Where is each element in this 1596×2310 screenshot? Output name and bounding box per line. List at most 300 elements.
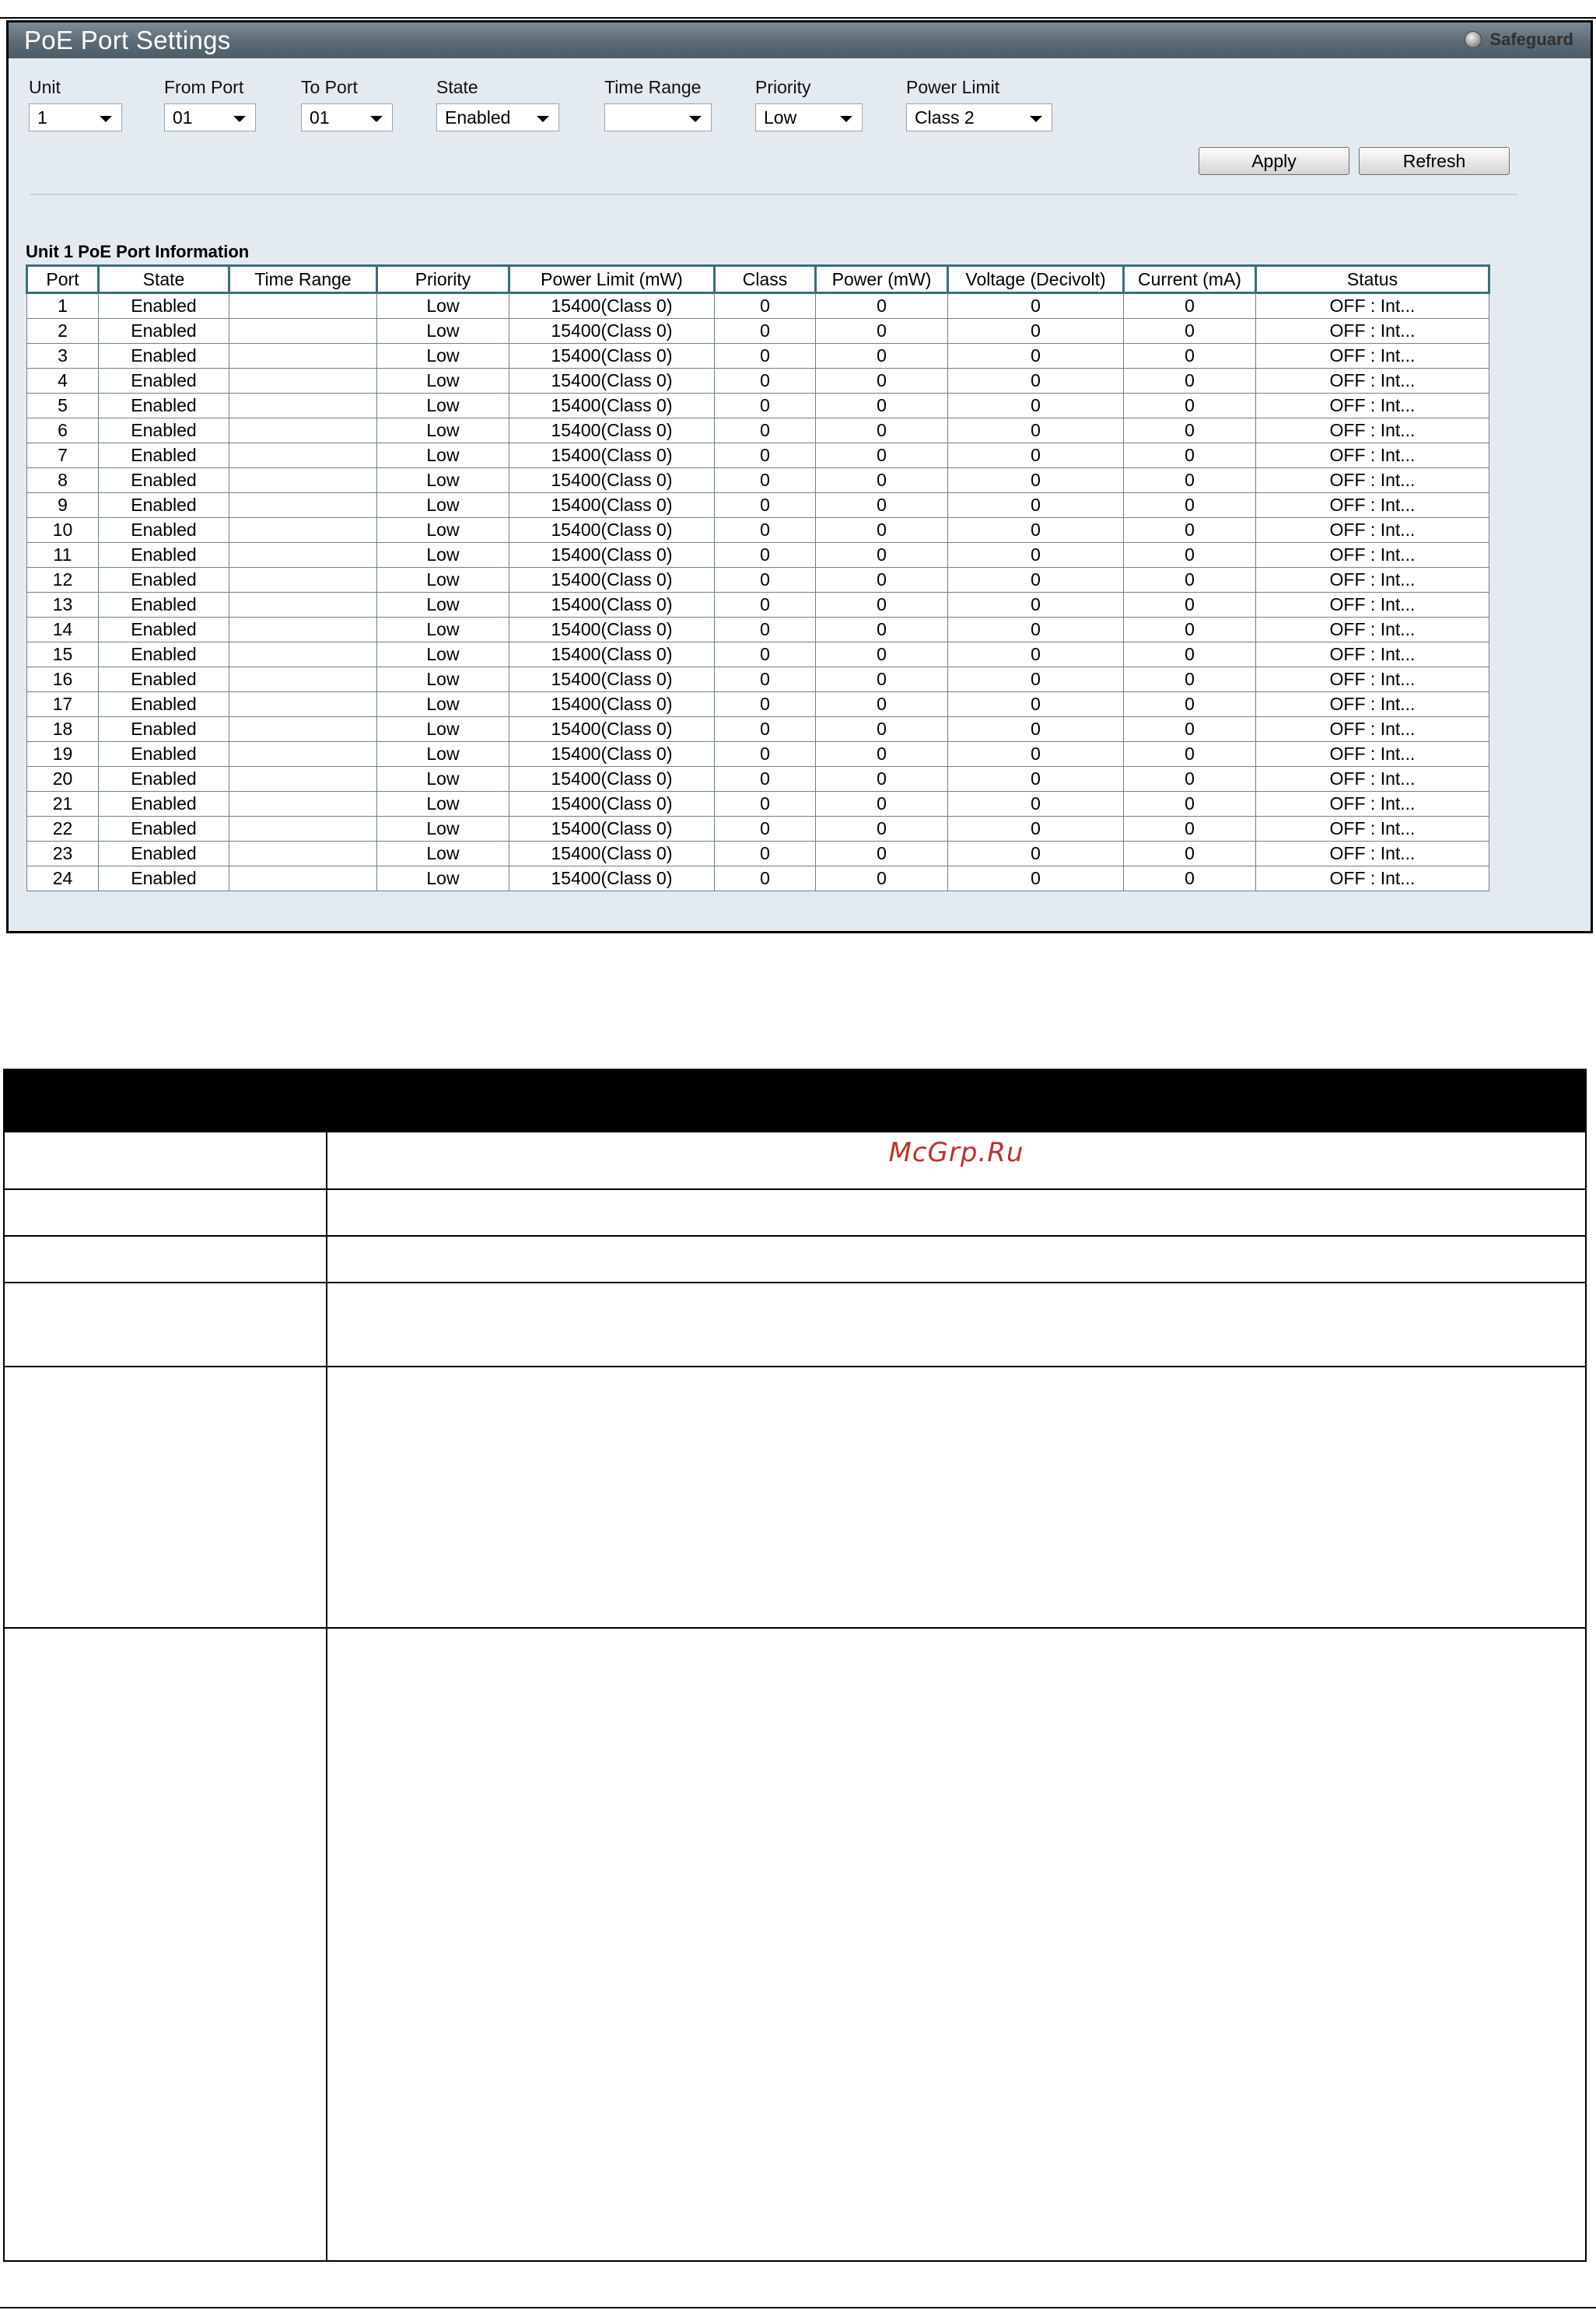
table-cell: 3 bbox=[27, 344, 99, 369]
table-cell: 0 bbox=[948, 319, 1124, 344]
table-cell: Low bbox=[377, 344, 509, 369]
table-cell: Low bbox=[377, 667, 509, 692]
table-cell: Enabled bbox=[99, 518, 229, 543]
table-cell: 0 bbox=[715, 717, 816, 742]
table-cell: 0 bbox=[816, 742, 948, 767]
table-header-row bbox=[27, 266, 1489, 293]
table-cell: 0 bbox=[948, 443, 1124, 468]
table-cell: 0 bbox=[715, 817, 816, 842]
table-row bbox=[27, 319, 1489, 344]
table-cell: 0 bbox=[816, 817, 948, 842]
table-cell: Enabled bbox=[99, 418, 229, 443]
table-cell bbox=[229, 618, 377, 642]
table-cell: 0 bbox=[1124, 642, 1256, 667]
table-cell: 11 bbox=[27, 543, 99, 568]
table-cell: 8 bbox=[27, 468, 99, 493]
table-cell: OFF : Int... bbox=[1256, 866, 1489, 891]
time-range-label: Time Range bbox=[604, 77, 702, 97]
table-body bbox=[27, 293, 1489, 891]
table-cell: 0 bbox=[816, 468, 948, 493]
column-header-voltage-decivolt: Voltage (Decivolt) bbox=[948, 266, 1124, 293]
table-cell: 0 bbox=[715, 344, 816, 369]
table-row bbox=[27, 767, 1489, 792]
table-cell: 0 bbox=[816, 866, 948, 891]
description-text bbox=[327, 1236, 1586, 1283]
table-cell: 15400(Class 0) bbox=[509, 369, 715, 394]
table-cell: 0 bbox=[715, 394, 816, 418]
description-table-header bbox=[3, 1069, 1587, 1131]
table-cell: 0 bbox=[1124, 817, 1256, 842]
table-cell bbox=[229, 593, 377, 618]
table-cell: OFF : Int... bbox=[1256, 518, 1489, 543]
table-row bbox=[27, 493, 1489, 518]
table-cell: 15400(Class 0) bbox=[509, 543, 715, 568]
port-info-title: Unit 1 PoE Port Information bbox=[26, 242, 250, 261]
table-cell: Enabled bbox=[99, 842, 229, 866]
table-cell: Low bbox=[377, 468, 509, 493]
from-port-select[interactable] bbox=[164, 103, 256, 131]
chevron-down-icon bbox=[233, 116, 246, 122]
table-cell: 15400(Class 0) bbox=[509, 593, 715, 618]
table-cell: 6 bbox=[27, 418, 99, 443]
from-port-field bbox=[164, 77, 256, 131]
table-cell: 15400(Class 0) bbox=[509, 394, 715, 418]
table-cell: 0 bbox=[816, 792, 948, 817]
table-cell: 0 bbox=[948, 792, 1124, 817]
column-header-port: Port bbox=[27, 266, 99, 293]
table-cell: OFF : Int... bbox=[1256, 767, 1489, 792]
table-row bbox=[27, 618, 1489, 642]
description-row bbox=[4, 1283, 1586, 1367]
table-cell: 0 bbox=[816, 543, 948, 568]
unit-label: Unit bbox=[29, 77, 61, 97]
table-cell: 0 bbox=[948, 568, 1124, 593]
table-row bbox=[27, 593, 1489, 618]
table-cell: 20 bbox=[27, 767, 99, 792]
table-cell: 15400(Class 0) bbox=[509, 767, 715, 792]
table-cell bbox=[229, 344, 377, 369]
table-cell: 0 bbox=[715, 792, 816, 817]
table-cell: 15400(Class 0) bbox=[509, 742, 715, 767]
table-cell: 15400(Class 0) bbox=[509, 866, 715, 891]
table-cell: Low bbox=[377, 443, 509, 468]
table-cell: 0 bbox=[816, 369, 948, 394]
table-cell: 15400(Class 0) bbox=[509, 618, 715, 642]
table-row bbox=[27, 418, 1489, 443]
priority-label: Priority bbox=[755, 77, 811, 97]
description-term bbox=[4, 1189, 327, 1236]
table-cell: 0 bbox=[948, 842, 1124, 866]
table-cell: 15400(Class 0) bbox=[509, 642, 715, 667]
table-cell: 0 bbox=[715, 842, 816, 866]
table-cell: 0 bbox=[1124, 493, 1256, 518]
table-cell bbox=[229, 443, 377, 468]
table-cell: OFF : Int... bbox=[1256, 817, 1489, 842]
table-cell: OFF : Int... bbox=[1256, 692, 1489, 717]
chevron-down-icon bbox=[537, 116, 549, 122]
table-cell: 0 bbox=[1124, 692, 1256, 717]
table-cell: Low bbox=[377, 767, 509, 792]
table-cell: 0 bbox=[816, 593, 948, 618]
table-cell: 0 bbox=[816, 418, 948, 443]
power-limit-field bbox=[906, 77, 1052, 131]
description-term bbox=[4, 1236, 327, 1283]
table-cell: 15 bbox=[27, 642, 99, 667]
poe-port-settings-panel bbox=[6, 20, 1593, 933]
table-cell: 2 bbox=[27, 319, 99, 344]
chevron-down-icon bbox=[1030, 116, 1042, 122]
table-cell: 0 bbox=[1124, 344, 1256, 369]
chevron-down-icon bbox=[370, 116, 383, 122]
table-cell: 0 bbox=[715, 369, 816, 394]
table-cell: 0 bbox=[1124, 618, 1256, 642]
table-cell: 0 bbox=[948, 742, 1124, 767]
table-cell: 0 bbox=[1124, 394, 1256, 418]
table-cell: OFF : Int... bbox=[1256, 618, 1489, 642]
table-cell: Enabled bbox=[99, 642, 229, 667]
table-cell: 0 bbox=[1124, 568, 1256, 593]
state-value: Enabled bbox=[445, 107, 511, 128]
table-row bbox=[27, 568, 1489, 593]
power-limit-select[interactable] bbox=[906, 103, 1052, 131]
table-cell: Enabled bbox=[99, 618, 229, 642]
table-cell: Enabled bbox=[99, 593, 229, 618]
table-cell: 0 bbox=[1124, 792, 1256, 817]
table-cell: OFF : Int... bbox=[1256, 344, 1489, 369]
priority-select[interactable] bbox=[755, 103, 863, 131]
table-cell: 15400(Class 0) bbox=[509, 418, 715, 443]
column-header-class: Class bbox=[715, 266, 816, 293]
table-cell: 0 bbox=[948, 866, 1124, 891]
table-cell: OFF : Int... bbox=[1256, 667, 1489, 692]
table-cell: 22 bbox=[27, 817, 99, 842]
table-cell: 0 bbox=[715, 568, 816, 593]
table-cell: OFF : Int... bbox=[1256, 493, 1489, 518]
description-text bbox=[327, 1189, 1586, 1236]
table-cell: 15400(Class 0) bbox=[509, 842, 715, 866]
table-cell: 0 bbox=[948, 717, 1124, 742]
table-cell: 0 bbox=[948, 618, 1124, 642]
table-cell: 1 bbox=[27, 293, 99, 319]
table-cell: 0 bbox=[715, 667, 816, 692]
table-cell: 24 bbox=[27, 866, 99, 891]
table-cell: 15400(Class 0) bbox=[509, 817, 715, 842]
chevron-down-icon bbox=[689, 116, 702, 122]
table-cell: 0 bbox=[816, 767, 948, 792]
table-cell: 0 bbox=[948, 394, 1124, 418]
time-range-field bbox=[604, 77, 712, 131]
table-row bbox=[27, 293, 1489, 319]
table-row bbox=[27, 543, 1489, 568]
table-cell: OFF : Int... bbox=[1256, 543, 1489, 568]
table-row bbox=[27, 817, 1489, 842]
table-cell bbox=[229, 717, 377, 742]
table-cell: 5 bbox=[27, 394, 99, 418]
table-cell: 18 bbox=[27, 717, 99, 742]
table-cell: 23 bbox=[27, 842, 99, 866]
to-port-value: 01 bbox=[310, 107, 330, 128]
description-row bbox=[4, 1189, 1586, 1236]
table-cell bbox=[229, 817, 377, 842]
description-row bbox=[4, 1367, 1586, 1628]
page-title: PoE Port Settings bbox=[24, 26, 231, 54]
table-cell: 0 bbox=[715, 593, 816, 618]
top-rule bbox=[0, 17, 1596, 19]
refresh-button[interactable]: Refresh bbox=[1359, 147, 1510, 175]
description-text bbox=[327, 1628, 1586, 2261]
table-cell: 0 bbox=[948, 369, 1124, 394]
state-field bbox=[436, 77, 559, 131]
table-cell: 0 bbox=[1124, 468, 1256, 493]
table-row bbox=[27, 866, 1489, 891]
table-cell: Enabled bbox=[99, 493, 229, 518]
table-cell: 7 bbox=[27, 443, 99, 468]
table-cell: 0 bbox=[715, 293, 816, 319]
table-cell: 0 bbox=[715, 468, 816, 493]
time-range-select[interactable] bbox=[604, 103, 712, 131]
table-cell bbox=[229, 394, 377, 418]
table-cell: OFF : Int... bbox=[1256, 642, 1489, 667]
table-cell: 0 bbox=[1124, 866, 1256, 891]
table-cell: OFF : Int... bbox=[1256, 842, 1489, 866]
to-port-label: To Port bbox=[301, 77, 358, 97]
table-cell: 0 bbox=[816, 842, 948, 866]
table-cell: 15400(Class 0) bbox=[509, 344, 715, 369]
table-cell: Enabled bbox=[99, 792, 229, 817]
description-text bbox=[327, 1132, 1586, 1189]
table-cell: OFF : Int... bbox=[1256, 742, 1489, 767]
table-cell: 0 bbox=[948, 667, 1124, 692]
port-info-table bbox=[26, 264, 1490, 891]
column-header-power-limit-mw: Power Limit (mW) bbox=[509, 266, 715, 293]
table-cell: 0 bbox=[816, 667, 948, 692]
table-cell: 15400(Class 0) bbox=[509, 319, 715, 344]
table-row bbox=[27, 842, 1489, 866]
table-cell: 0 bbox=[816, 568, 948, 593]
table-cell: 9 bbox=[27, 493, 99, 518]
table-cell: 0 bbox=[816, 692, 948, 717]
table-cell: 15400(Class 0) bbox=[509, 293, 715, 319]
table-cell: 0 bbox=[816, 443, 948, 468]
table-cell: 0 bbox=[715, 742, 816, 767]
power-limit-value: Class 2 bbox=[915, 107, 975, 128]
table-cell: Enabled bbox=[99, 767, 229, 792]
description-row bbox=[4, 1236, 1586, 1283]
table-cell: Low bbox=[377, 518, 509, 543]
table-cell: 10 bbox=[27, 518, 99, 543]
table-cell: 0 bbox=[1124, 418, 1256, 443]
table-row bbox=[27, 518, 1489, 543]
state-label: State bbox=[436, 77, 478, 97]
safeguard-label: Safeguard bbox=[1489, 30, 1573, 49]
table-cell: 0 bbox=[816, 642, 948, 667]
table-cell: 0 bbox=[948, 593, 1124, 618]
table-cell bbox=[229, 568, 377, 593]
table-row bbox=[27, 792, 1489, 817]
table-cell bbox=[229, 418, 377, 443]
priority-value: Low bbox=[764, 107, 797, 128]
table-cell bbox=[229, 293, 377, 319]
table-cell: Low bbox=[377, 293, 509, 319]
table-cell: Enabled bbox=[99, 319, 229, 344]
divider bbox=[30, 194, 1517, 195]
table-cell: 0 bbox=[948, 817, 1124, 842]
chevron-down-icon bbox=[840, 116, 852, 122]
table-cell: Low bbox=[377, 593, 509, 618]
table-cell: Enabled bbox=[99, 293, 229, 319]
table-row bbox=[27, 667, 1489, 692]
table-cell: 0 bbox=[1124, 518, 1256, 543]
table-cell: OFF : Int... bbox=[1256, 293, 1489, 319]
table-row bbox=[27, 344, 1489, 369]
table-cell: 0 bbox=[715, 443, 816, 468]
chevron-down-icon bbox=[100, 116, 112, 122]
safeguard-icon bbox=[1465, 31, 1482, 48]
table-cell: 14 bbox=[27, 618, 99, 642]
column-header-time-range: Time Range bbox=[229, 266, 377, 293]
table-cell: 0 bbox=[948, 344, 1124, 369]
table-cell: 0 bbox=[715, 866, 816, 891]
table-cell: Low bbox=[377, 692, 509, 717]
table-cell: OFF : Int... bbox=[1256, 568, 1489, 593]
table-cell: 0 bbox=[948, 518, 1124, 543]
table-cell: Enabled bbox=[99, 866, 229, 891]
description-term bbox=[4, 1628, 327, 2261]
table-cell: 0 bbox=[816, 618, 948, 642]
from-port-value: 01 bbox=[173, 107, 193, 128]
unit-select[interactable] bbox=[29, 103, 122, 131]
table-cell: Low bbox=[377, 866, 509, 891]
table-cell: Enabled bbox=[99, 543, 229, 568]
description-text bbox=[327, 1283, 1586, 1367]
table-cell: 15400(Class 0) bbox=[509, 717, 715, 742]
table-cell: 0 bbox=[1124, 717, 1256, 742]
table-cell: 0 bbox=[816, 493, 948, 518]
description-term bbox=[4, 1132, 327, 1189]
table-cell: Enabled bbox=[99, 369, 229, 394]
table-cell: Low bbox=[377, 717, 509, 742]
table-cell: 0 bbox=[816, 293, 948, 319]
table-cell: OFF : Int... bbox=[1256, 792, 1489, 817]
table-cell: OFF : Int... bbox=[1256, 369, 1489, 394]
table-cell: Enabled bbox=[99, 692, 229, 717]
table-cell: 0 bbox=[948, 543, 1124, 568]
table-cell: Enabled bbox=[99, 394, 229, 418]
column-header-priority: Priority bbox=[377, 266, 509, 293]
table-cell: 0 bbox=[715, 692, 816, 717]
table-cell: 0 bbox=[1124, 369, 1256, 394]
table-cell: 15400(Class 0) bbox=[509, 568, 715, 593]
table-cell: Low bbox=[377, 319, 509, 344]
table-cell: 19 bbox=[27, 742, 99, 767]
state-select[interactable] bbox=[436, 103, 559, 131]
table-cell bbox=[229, 518, 377, 543]
unit-field bbox=[29, 77, 122, 131]
table-cell: 13 bbox=[27, 593, 99, 618]
table-cell: 15400(Class 0) bbox=[509, 667, 715, 692]
table-cell: Low bbox=[377, 418, 509, 443]
table-cell: Enabled bbox=[99, 667, 229, 692]
description-table bbox=[3, 1131, 1587, 2262]
table-cell: OFF : Int... bbox=[1256, 717, 1489, 742]
table-cell bbox=[229, 369, 377, 394]
table-cell: Enabled bbox=[99, 443, 229, 468]
description-text bbox=[327, 1367, 1586, 1628]
description-row bbox=[4, 1132, 1586, 1189]
table-row bbox=[27, 394, 1489, 418]
table-cell: 0 bbox=[715, 767, 816, 792]
table-cell: 15400(Class 0) bbox=[509, 493, 715, 518]
table-row bbox=[27, 642, 1489, 667]
table-cell: 0 bbox=[948, 418, 1124, 443]
table-cell: 0 bbox=[1124, 767, 1256, 792]
table-cell: OFF : Int... bbox=[1256, 593, 1489, 618]
table-cell: Low bbox=[377, 618, 509, 642]
table-cell: 15400(Class 0) bbox=[509, 443, 715, 468]
table-cell: 0 bbox=[715, 618, 816, 642]
table-row bbox=[27, 692, 1489, 717]
table-cell: 0 bbox=[948, 468, 1124, 493]
power-limit-label: Power Limit bbox=[906, 77, 1000, 97]
table-cell: 17 bbox=[27, 692, 99, 717]
table-cell: 15400(Class 0) bbox=[509, 792, 715, 817]
description-row bbox=[4, 1628, 1586, 2261]
table-cell bbox=[229, 842, 377, 866]
table-cell: 0 bbox=[816, 394, 948, 418]
table-cell: 0 bbox=[816, 319, 948, 344]
safeguard-indicator[interactable] bbox=[1465, 30, 1573, 50]
table-cell: 0 bbox=[948, 493, 1124, 518]
column-header-state: State bbox=[99, 266, 229, 293]
table-row bbox=[27, 369, 1489, 394]
table-cell: 0 bbox=[948, 767, 1124, 792]
table-cell bbox=[229, 792, 377, 817]
table-cell: 0 bbox=[1124, 667, 1256, 692]
table-cell bbox=[229, 319, 377, 344]
table-cell: 0 bbox=[1124, 443, 1256, 468]
table-cell bbox=[229, 667, 377, 692]
unit-value: 1 bbox=[37, 107, 47, 128]
table-cell: Enabled bbox=[99, 344, 229, 369]
table-row bbox=[27, 717, 1489, 742]
table-cell bbox=[229, 742, 377, 767]
table-cell: 0 bbox=[1124, 543, 1256, 568]
table-cell: 0 bbox=[816, 518, 948, 543]
table-cell: 0 bbox=[715, 543, 816, 568]
table-cell bbox=[229, 767, 377, 792]
table-cell: Low bbox=[377, 642, 509, 667]
table-cell: 0 bbox=[1124, 319, 1256, 344]
table-cell: 0 bbox=[1124, 593, 1256, 618]
table-cell: 0 bbox=[1124, 842, 1256, 866]
table-cell: 0 bbox=[715, 493, 816, 518]
table-cell bbox=[229, 468, 377, 493]
table-cell: Low bbox=[377, 842, 509, 866]
table-cell: Low bbox=[377, 792, 509, 817]
table-cell bbox=[229, 642, 377, 667]
table-cell: OFF : Int... bbox=[1256, 319, 1489, 344]
table-cell bbox=[229, 692, 377, 717]
table-row bbox=[27, 468, 1489, 493]
apply-button[interactable]: Apply bbox=[1199, 147, 1349, 175]
table-cell: 15400(Class 0) bbox=[509, 468, 715, 493]
from-port-label: From Port bbox=[164, 77, 244, 97]
table-cell: Low bbox=[377, 543, 509, 568]
to-port-select[interactable] bbox=[301, 103, 393, 131]
table-cell: 15400(Class 0) bbox=[509, 518, 715, 543]
table-cell: OFF : Int... bbox=[1256, 418, 1489, 443]
table-cell: 16 bbox=[27, 667, 99, 692]
